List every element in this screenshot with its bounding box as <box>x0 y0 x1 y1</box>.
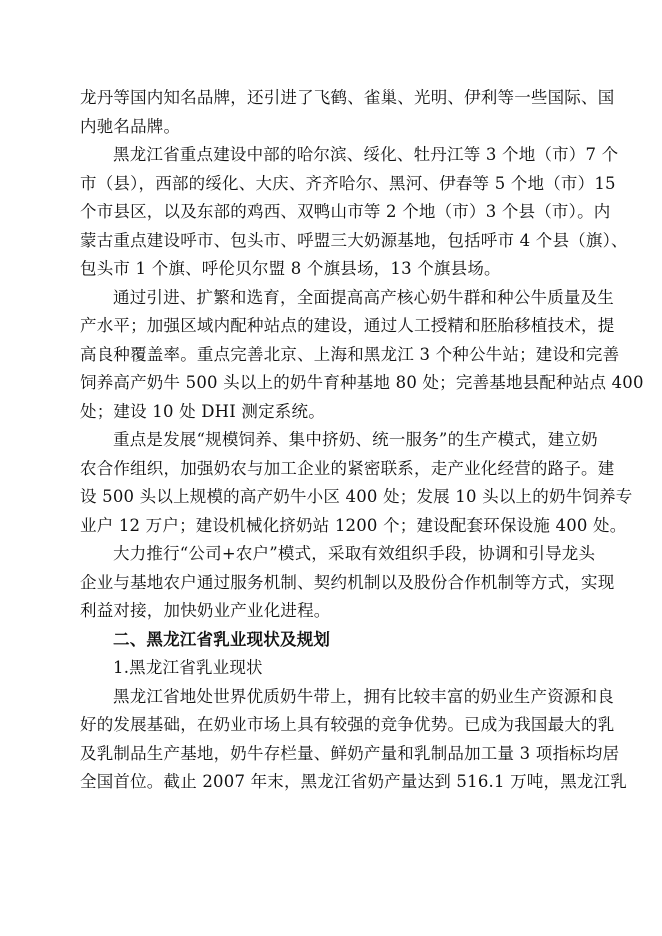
text-line: 1.黑龙江省乳业现状 <box>113 658 263 677</box>
text-line: 个市县区，以及东部的鸡西、双鸭山市等 2 个地（市）3 个县（市）。内 <box>80 202 611 221</box>
text-line: 重点是发展“规模饲养、集中挤奶、统一服务”的生产模式，建立奶 <box>113 430 598 449</box>
text-line: 及乳制品生产基地，奶牛存栏量、鲜奶产量和乳制品加工量 3 项指标均居 <box>80 743 620 763</box>
text-line: 市（县），西部的绥化、大庆、齐齐哈尔、黑河、伊春等 5 个地（市）15 <box>80 173 616 193</box>
text-line: 包头市 1 个旗、呼伦贝尔盟 8 个旗县场，13 个旗县场。 <box>80 259 501 278</box>
text-line: 全国首位。截止 2007 年末，黑龙江省奶产量达到 516.1 万吨，黑龙江乳 <box>80 772 628 791</box>
text-line: 黑龙江省地处世界优质奶牛带上，拥有比较丰富的奶业生产资源和良 <box>113 686 614 706</box>
text-line: 通过引进、扩繁和选育，全面提高高产核心奶牛群和种公牛质量及生 <box>113 287 614 307</box>
text-line: 利益对接，加快奶业产业化进程。 <box>80 601 331 620</box>
text-line: 业户 12 万户；建设机械化挤奶站 1200 个；建设配套环保设施 400 处。 <box>80 515 627 535</box>
text-line: 龙丹等国内知名品牌，还引进了飞鹤、雀巢、光明、伊利等一些国际、国 <box>80 88 615 107</box>
text-line: 农合作组织，加强奶农与加工企业的紧密联系，走产业化经营的路子。建 <box>80 458 615 478</box>
text-line: 好的发展基础，在奶业市场上具有较强的竞争优势。已成为我国最大的乳 <box>80 715 615 734</box>
text-line: 蒙古重点建设呼市、包头市、呼盟三大奶源基地，包括呼市 4 个县（旗）、 <box>80 230 628 250</box>
text-line: 设 500 头以上规模的高产奶牛小区 400 处；发展 10 头以上的奶牛饲养专 <box>80 487 633 506</box>
document-page <box>80 84 644 797</box>
text-line: 高良种覆盖率。重点完善北京、上海和黑龙江 3 个种公牛站；建设和完善 <box>80 344 620 364</box>
text-line: 饲养高产奶牛 500 头以上的奶牛育种基地 80 处；完善基地县配种站点 400 <box>80 373 644 392</box>
text-line: 大力推行“公司+农户”模式，采取有效组织手段，协调和引导龙头 <box>113 544 596 563</box>
text-line: 产水平；加强区域内配种站点的建设，通过人工授精和胚胎移植技术，提 <box>80 316 615 335</box>
section-heading: 二、黑龙江省乳业现状及规划 <box>113 629 331 649</box>
text-line: 内驰名品牌。 <box>80 116 181 136</box>
text-line: 处；建设 10 处 DHI 测定系统。 <box>80 401 325 421</box>
text-line: 企业与基地农户通过服务机制、契约机制以及股份合作机制等方式，实现 <box>80 572 615 592</box>
text-line: 黑龙江省重点建设中部的哈尔滨、绥化、牡丹江等 3 个地（市）7 个 <box>113 145 619 164</box>
